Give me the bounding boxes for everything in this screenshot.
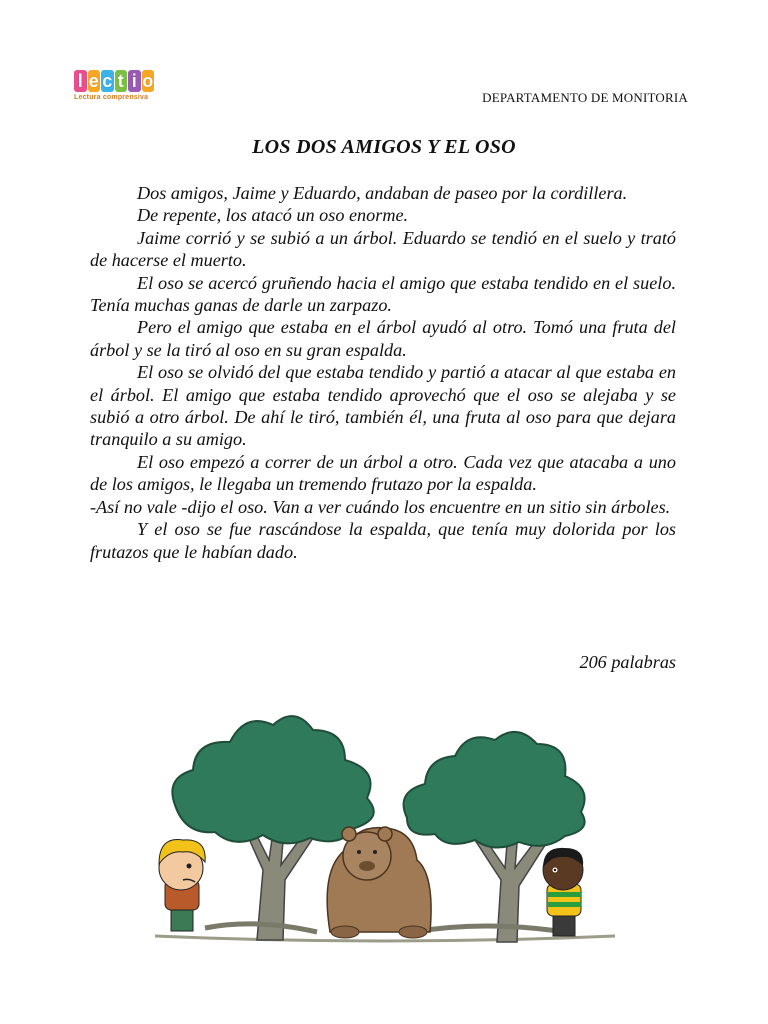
logo-letters	[74, 70, 154, 92]
logo-tagline: Lectura comprensiva	[74, 94, 149, 101]
logo-letter: i	[128, 70, 141, 92]
bear-ear	[378, 827, 392, 841]
story-paragraph: Pero el amigo que estaba en el árbol ayudó al otro. Tomó una fruta del árbol y se la tiró al oso en su gran espalda.	[90, 317, 676, 360]
bear-eye	[357, 850, 361, 854]
logo-letter: t	[115, 70, 128, 92]
boy-right-eye	[554, 869, 556, 871]
bear-eye	[373, 850, 377, 854]
story-paragraph: Jaime corrió y se subió a un árbol. Eduardo se tendió en el suelo y trató de hacerse el muerto.	[90, 227, 676, 271]
story-paragraph: El oso empezó a correr de un árbol a otro. Cada vez que atacaba a uno de los amigos, le llegaba un tremendo frutazo por la espalda.	[90, 451, 676, 495]
boy-right	[543, 848, 583, 936]
story-illustration	[145, 700, 625, 960]
story-body	[90, 182, 676, 563]
left-tree-foliage	[172, 716, 373, 843]
right-tree-foliage	[404, 732, 585, 848]
story-paragraph: De repente, los atacó un oso enorme.	[137, 205, 409, 226]
story-paragraph: El oso se olvidó del que estaba tendido y partió a atacar al que estaba en el árbol. El amigo que estaba tendido aprovechó que el oso se alejaba y se subió a otro árbol. De ahí le tiró, también él, una fruta al oso para que dejara tranquilo a su amigo.	[90, 362, 676, 450]
boy-left-eye	[187, 864, 192, 869]
logo-letter: e	[88, 71, 99, 91]
story-paragraph: Y el oso se fue rascándose la espalda, que tenía muy dolorida por los frutazos que le habían dado.	[90, 519, 676, 562]
boy-right-stripe	[547, 902, 581, 907]
logo-letter: c	[102, 71, 113, 91]
boy-left	[159, 840, 205, 932]
bear-snout	[359, 861, 375, 871]
bear-ear	[342, 827, 356, 841]
boy-right-stripe	[547, 892, 581, 897]
story-paragraph: Dos amigos, Jaime y Eduardo, andaban de paseo por la cordillera.	[137, 183, 628, 203]
lectio-logo	[74, 70, 154, 110]
bear-paw	[331, 926, 359, 938]
story-paragraph-dialogue: -Así no vale -dijo el oso. Van a ver cuándo los encuentre en un sitio sin árboles.	[90, 496, 671, 517]
ground-line	[155, 936, 615, 941]
story-title: LOS DOS AMIGOS Y EL OSO	[252, 136, 516, 158]
department-header: DEPARTAMENTO DE MONITORIA	[482, 90, 688, 105]
story-paragraph: El oso se acercó gruñendo hacia el amigo que estaba tendido en el suelo. Tenía muchas ganas de darle un zarpazo.	[90, 272, 676, 316]
right-tree-root	[413, 926, 565, 932]
logo-letter: o	[142, 71, 154, 91]
bear-paw	[399, 926, 427, 938]
word-count: 206 palabras	[579, 652, 676, 672]
logo-letter: l	[74, 70, 87, 92]
bear	[327, 827, 431, 938]
